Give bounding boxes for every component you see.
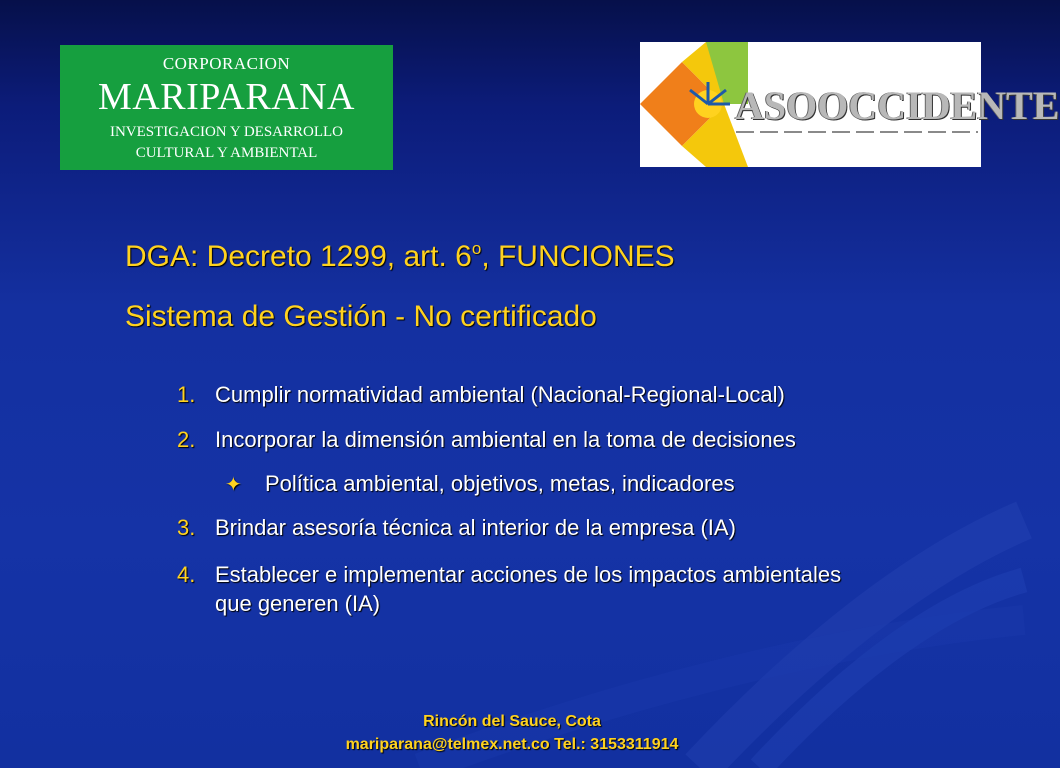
footer-address: Rincón del Sauce, Cota xyxy=(423,713,601,730)
sub-list-item xyxy=(225,469,735,500)
item-number: 3. xyxy=(177,515,196,540)
logo-line-investigacion: INVESTIGACION Y DESARROLLO xyxy=(109,124,344,140)
footer-contact: mariparana@telmex.net.co Tel.: 3153311914 xyxy=(345,736,679,753)
item-text-line1: Establecer e implementar acciones de los impactos ambientales xyxy=(215,562,842,587)
item-text: Cumplir normatividad ambiental (Nacional-Regional-Local) xyxy=(215,382,785,407)
item-text xyxy=(215,560,841,618)
list-item-4 xyxy=(177,560,841,618)
logo-line-cultural: CULTURAL Y AMBIENTAL xyxy=(135,145,318,161)
logo-line-mariparana: MARIPARANA xyxy=(98,76,355,118)
list-item-2 xyxy=(177,425,796,454)
item-number: 2. xyxy=(177,427,196,452)
item-text-line2: que generen (IA) xyxy=(215,591,381,616)
title-prefix: DGA: Decreto 1299, art. 6 xyxy=(125,240,472,273)
item-text: Incorporar la dimensión ambiental en la toma de decisiones xyxy=(215,427,796,452)
list-item-1 xyxy=(177,380,785,409)
asooccidente-logo xyxy=(640,42,1060,167)
item-number: 4. xyxy=(177,562,196,587)
slide-title-line2: Sistema de Gestión - No certificado xyxy=(125,300,597,333)
sub-item-text: Política ambiental, objetivos, metas, indicadores xyxy=(265,471,735,496)
list-item-3 xyxy=(177,513,736,542)
item-number: 1. xyxy=(177,382,196,407)
title-superscript: o xyxy=(471,239,482,258)
brand-name: ASOOCCIDENTE xyxy=(735,83,1060,128)
item-text: Brindar asesoría técnica al interior de la empresa (IA) xyxy=(215,515,736,540)
title-suffix: , FUNCIONES xyxy=(481,240,675,273)
logo-line-corporacion: CORPORACION xyxy=(162,54,291,73)
star-bullet-icon: ✦ xyxy=(225,474,242,496)
slide-title-line1 xyxy=(125,239,675,274)
mariparana-logo xyxy=(60,45,393,170)
